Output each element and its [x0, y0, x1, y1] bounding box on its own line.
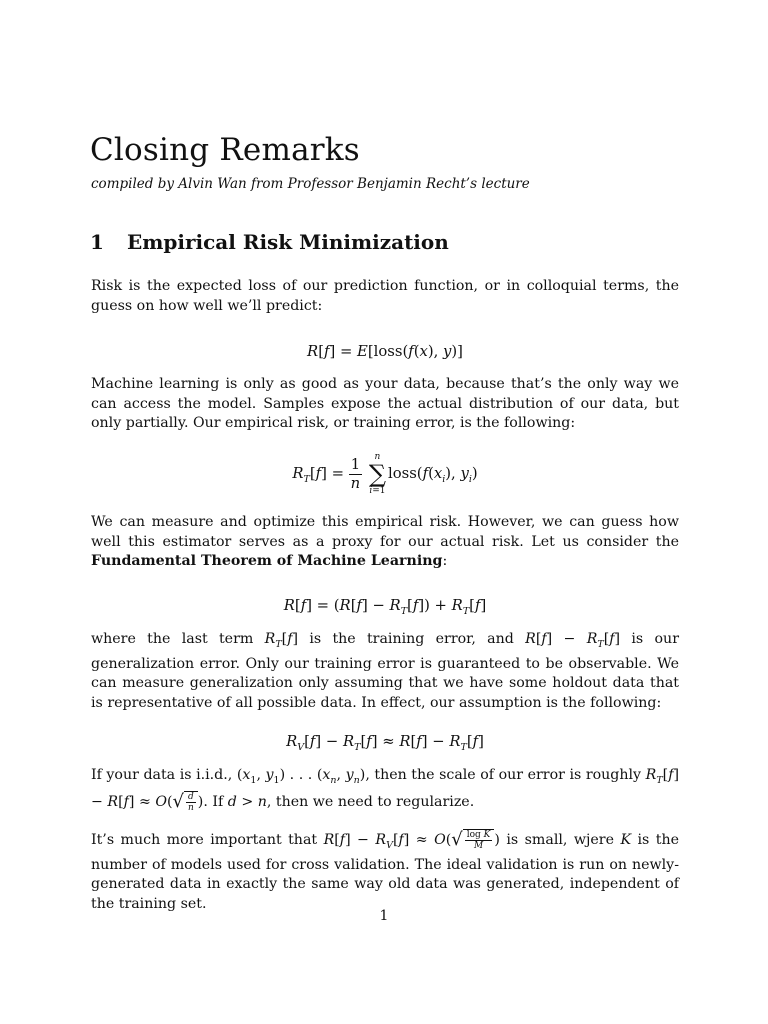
paragraph-text: , then the scale of our error is roughly	[365, 767, 646, 783]
paragraph-text: is the number of models used for cross validation. The ideal validation is run on newly-generated data in exactly the same way old data was generated, independent of the training set.	[91, 832, 679, 912]
fundamental-theorem-term: Fundamental Theorem of Machine Learning	[91, 553, 443, 570]
paragraph-text: is the training error, and	[298, 631, 526, 647]
section-number: 1	[90, 230, 104, 254]
paragraph-empirical-risk: Machine learning is only as good as your data, because that’s the only way we can access the model. Samples expose the actual distribution of our data, but only partially. Our empirical risk, or training error, is the following:	[91, 376, 679, 432]
equation-holdout-assumption: $R_V[f] - R_T[f] \approx R[f] - R_T[f]$	[286, 733, 484, 753]
equation-decomposition: $R[f] = (R[f] - R_T[f]) + R_T[f]$	[283, 597, 487, 617]
paragraph-text: If your data is i.i.d.,	[91, 767, 237, 783]
paragraph-validation: It’s much more important that $R[f] - R_V[f] \approx O(√$ $\frac{\text{log K}}{M}$ ) is small, wjere K is the number of models used for cross validation. The ideal validation is run on newly-generated data in exactly the same way old data was generated, independent of the training set.	[91, 829, 679, 912]
page-number: 1	[379, 908, 389, 924]
paragraph-risk-intro: Risk is the expected loss of our prediction function, or in colloquial terms, the guess on how well we’ll predict:	[91, 278, 679, 314]
paragraph-generalization: where the last term $R_T[f]$ is the training error, and $R[f] - R_T[f]$ is our generalization error. Only our training error is guaranteed to be observable. We can measure generalization only assuming that we have some holdout data that is representative of all possible data. In effect, our assumption is the following:	[91, 631, 679, 711]
paragraph-text: :	[442, 553, 448, 570]
sqrt-logk-over-m: √ $\frac{\text{log K}}{M}$	[451, 829, 494, 851]
equation-risk: R[f] = E[loss(f(x), y)]	[307, 343, 463, 360]
section-heading	[90, 230, 449, 254]
paragraph-text: , then we need to regularize.	[266, 793, 475, 810]
author-byline: compiled by Alvin Wan from Professor Benjamin Recht’s lecture	[91, 176, 530, 192]
summation-symbol: n ∑ i=1	[368, 452, 386, 496]
section-title: Empirical Risk Minimization	[127, 230, 449, 254]
paragraph-iid-scale: If your data is i.i.d., ($x_1$, $y_1$) . . . ($x_n$, $y_n$), then the scale of our error is roughly $R_T[f] - R[f] \approx O(√$ $\frac{d}{n}$ ). If d > n, then we need to regularize.	[91, 767, 680, 813]
paragraph-text: It’s much more important that	[91, 832, 324, 848]
paragraph-text: is small, wjere	[499, 832, 621, 848]
paragraph-text: is our generalization error. Only our training error is guaranteed to be observable. We can measure generalization only assuming that we have some holdout data that is representative of all possible data. In effect, our assumption is the following:	[91, 631, 679, 711]
paragraph-text: . If	[203, 793, 228, 810]
sqrt-d-over-n: √ $\frac{d}{n}$	[173, 791, 198, 813]
paragraph-fundamental-theorem	[91, 513, 679, 572]
paragraph-text: where the last term	[91, 631, 265, 647]
equation-empirical-risk: $R_T[f]$ = $\frac{1}{n}$ n ∑ i=1 $loss(f(x_i)$, $y_i$)	[292, 452, 478, 496]
document-title: Closing Remarks	[90, 132, 360, 168]
fraction-one-over-n: $\frac{1}{n}$	[350, 456, 361, 492]
paragraph-text: We can measure and optimize this empirical risk. However, we can guess how well this estimator serves as a proxy for our actual risk. Let us consider the	[91, 514, 679, 550]
